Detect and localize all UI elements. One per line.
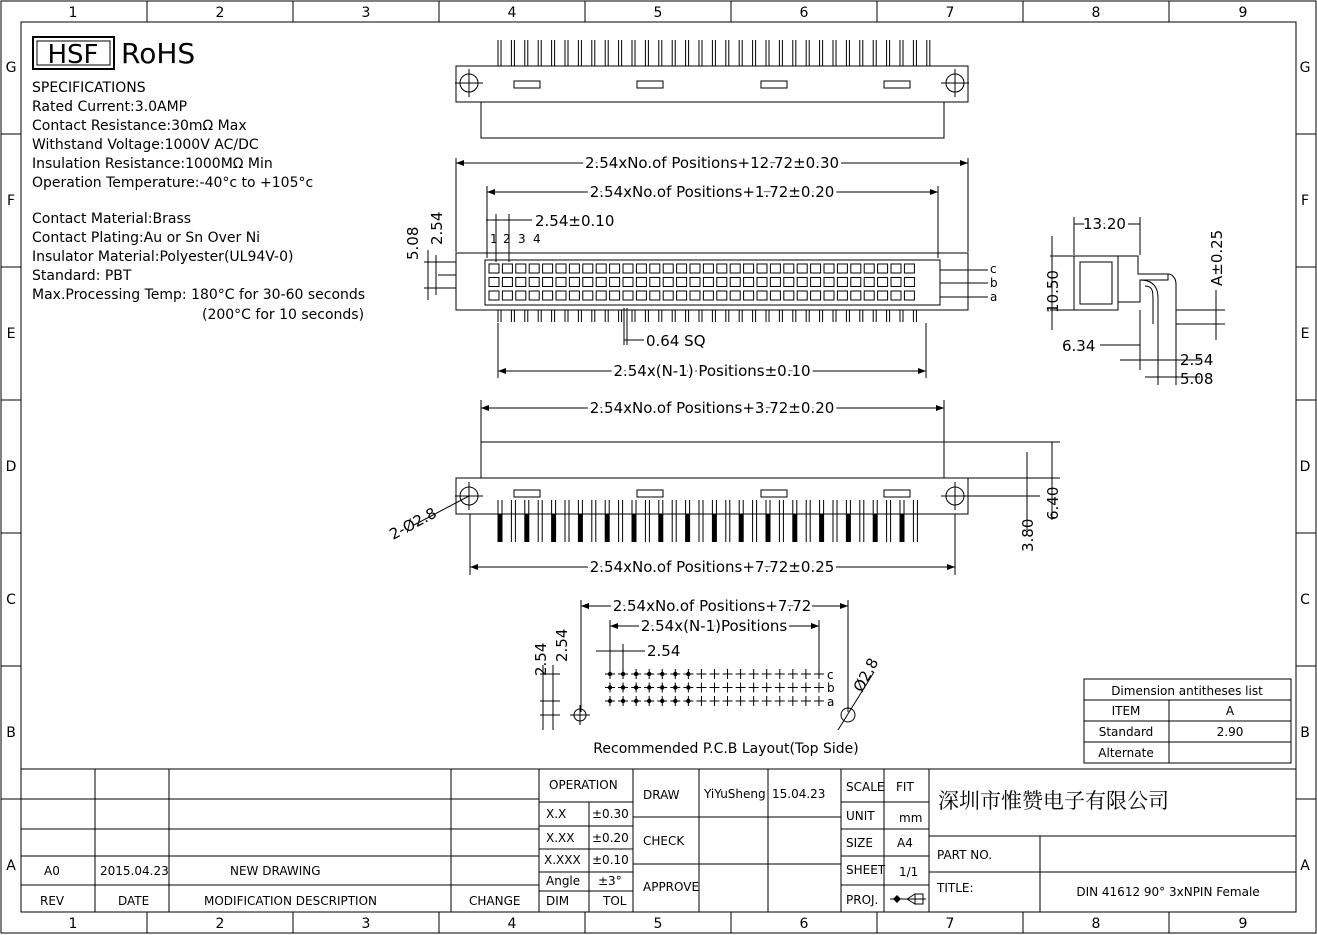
contact-cell [650,264,660,273]
contact-cell [837,264,847,273]
row-label: a [827,695,835,709]
side-view [1044,215,1226,388]
contact-cell [663,278,673,287]
check-label: CHECK [643,834,685,848]
dim-pcb-v1: 2.54 [532,642,550,676]
mounting-hole-left [455,69,483,97]
pin-fill [498,514,502,542]
dim-pin-square: 0.64 SQ [646,332,706,350]
spec-heading: SPECIFICATIONS [32,80,146,96]
contact-cell [891,278,901,287]
pin-fill [846,514,850,542]
row-marker: E [1300,326,1310,342]
pin-number: 1 [490,232,498,246]
spec-line: Operation Temperature:-40°c to +105°c [32,175,314,191]
contact-cell [703,291,713,300]
col-marker: 7 [945,5,955,21]
pcb-hole-dot [686,672,690,676]
pcb-hole-dot [634,685,638,689]
contact-cell [636,291,646,300]
unit-value: mm [899,811,923,825]
spec-line: Standard: PBT [32,268,132,284]
header-rev: REV [40,894,65,908]
contact-cell [784,291,794,300]
dim-v508: 5.08 [404,226,422,260]
contact-cell [636,264,646,273]
contact-cell [851,264,861,273]
contact-cell [837,278,847,287]
dim-pins-span: 2.54x(N-1) Positions±0.10 [613,362,811,380]
tolerance-dim: Angle [546,874,581,888]
contact-cell [878,278,888,287]
row-marker: F [6,193,16,209]
contact-cell [757,291,767,300]
contact-cell [502,291,512,300]
spec-line: Contact Plating:Au or Sn Over Ni [32,230,261,246]
part-number-label: PART NO. [937,848,993,862]
contact-cell [569,264,579,273]
contact-cell [690,278,700,287]
pcb-row-labels [827,668,835,709]
dim-table-cell: A [1225,704,1235,718]
dim-v254: 2.54 [428,211,446,245]
row-marker: D [5,459,17,475]
tolerance-value: ±0.30 [592,807,629,821]
contact-cell [516,291,526,300]
contact-cell [904,278,914,287]
contact-cell [610,264,620,273]
mounting-hole-right [941,69,969,97]
dim-side-height: 10.50 [1044,270,1062,313]
header-description: MODIFICATION DESCRIPTION [204,894,378,908]
row-marker: F [1300,193,1310,209]
pin-fill [659,514,663,542]
row-marker: E [6,326,16,342]
contact-cell [891,264,901,273]
contact-cell [663,264,673,273]
contact-cell [543,264,553,273]
dim-bottom-body: 2.54xNo.of Positions+3.72±0.20 [589,399,835,417]
pin-number: 2 [503,232,511,246]
scale-value: FIT [896,780,914,794]
row-marker: D [1299,459,1311,475]
contact-cell [851,291,861,300]
pin-number: 4 [533,232,541,246]
contact-cell [663,291,673,300]
contact-cell [797,278,807,287]
row-labels [990,262,998,304]
dim-side-634: 6.34 [1062,337,1096,355]
contact-cell [583,264,593,273]
spec-line: Max.Processing Temp: 180°C for 30-60 seconds [32,287,366,303]
contact-cell [677,264,687,273]
contact-cell [770,291,780,300]
contact-cell [690,291,700,300]
contact-cell [757,264,767,273]
bottom-pins [498,500,917,542]
pcb-hole-dot [660,699,664,703]
scale-label: SCALE [846,780,885,794]
draw-date: 15.04.23 [772,787,826,801]
row-label: c [990,262,997,276]
contact-cell [824,278,834,287]
spec-line: Contact Resistance:30mΩ Max [32,118,247,134]
pcb-hole-dot [660,685,664,689]
contact-cell [770,264,780,273]
contact-cell [730,278,740,287]
col-marker: 8 [1091,5,1101,21]
contact-cell [878,264,888,273]
contact-cell [690,264,700,273]
top-pins [498,40,930,66]
pin-fill [793,514,797,542]
contact-cell [516,278,526,287]
col-marker: 7 [945,916,955,932]
pcb-hole-dot [647,699,651,703]
drawer-name: YiYuSheng [704,787,766,801]
contact-cell [610,291,620,300]
contact-cell [569,278,579,287]
col-marker: 6 [799,916,809,932]
dim-pitch-tolerance: 2.54±0.10 [535,212,615,230]
contact-cell [703,264,713,273]
row-marker: B [1300,725,1310,741]
contact-cell [583,278,593,287]
dim-pcb-span: 2.54x(N-1)Positions [640,617,788,635]
col-marker: 3 [361,5,371,21]
pin-fill [739,514,743,542]
contact-cell [904,264,914,273]
spec-line: Contact Material:Brass [32,211,192,227]
pcb-hole-dot [673,672,677,676]
contact-cell [489,264,499,273]
pin-fill [525,514,529,542]
dim-pcb-v2: 2.54 [553,628,571,662]
contact-cell [784,278,794,287]
contact-cell [502,264,512,273]
pcb-hole-dot [673,685,677,689]
contact-cell [744,278,754,287]
col-marker: 9 [1238,5,1248,21]
dim-top-overall: 2.54xNo.of Positions+12.72±0.30 [584,154,840,172]
contact-cell [529,278,539,287]
pin-fill [900,514,904,542]
contact-cell [677,291,687,300]
row-marker: C [6,592,16,608]
contact-cell [837,291,847,300]
pcb-hole-dot [660,672,664,676]
col-marker: 4 [507,916,517,932]
col-marker: 2 [215,916,225,932]
pcb-hole-dot [634,672,638,676]
revision-description: NEW DRAWING [230,864,321,878]
sheet-value: 1/1 [899,865,919,879]
contact-cell [757,278,767,287]
revision-code: A0 [44,864,60,878]
contact-cell [703,278,713,287]
size-label: SIZE [846,836,873,850]
tolerance-value: TOL [603,894,627,908]
contact-cell [529,264,539,273]
contact-cell [824,291,834,300]
approve-label: APPROVE [643,880,700,894]
pcb-hole-grid [605,669,824,706]
contact-cell [717,278,727,287]
pcb-hole-dot [686,685,690,689]
sheet-label: SHEET [846,863,886,877]
size-value: A4 [897,836,913,850]
pcb-hole-dot [608,672,612,676]
contact-cell [851,278,861,287]
pcb-hole-dot [608,685,612,689]
projection-symbol-icon [890,894,926,904]
projection-label: PROJ. [846,893,879,907]
pcb-hole-dot [686,699,690,703]
row-label: c [827,668,834,682]
contact-cell [864,291,874,300]
contact-cell [596,264,606,273]
tolerance-dim: X.XXX [544,853,581,867]
contact-cell [543,291,553,300]
pin-fill [578,514,582,542]
contact-cell [623,278,633,287]
contact-cell [556,278,566,287]
spec-line: (200°C for 10 seconds) [202,307,365,323]
pcb-mount-hole-left [570,705,590,725]
row-label: a [990,290,998,304]
dim-side-a: A±0.25 [1208,229,1226,286]
pin-fill [820,514,824,542]
front-view [404,154,998,380]
header-date: DATE [118,894,150,908]
tolerance-value: ±0.20 [592,831,629,845]
pcb-hole-dot [621,685,625,689]
col-marker: 8 [1091,916,1101,932]
contact-cell [502,278,512,287]
contact-cell [717,291,727,300]
dim-h380: 3.80 [1019,518,1037,552]
dim-side-254: 2.54 [1180,351,1214,369]
tolerance-value: ±3° [598,874,622,888]
rohs-mark: RoHS [121,37,196,70]
contact-cell [650,278,660,287]
contact-cell [891,291,901,300]
specifications [32,80,365,323]
top-view [455,40,969,138]
contact-cell [770,278,780,287]
pcb-hole-dot [621,699,625,703]
dim-table-title: Dimension antitheses list [1111,684,1263,698]
spec-line: Insulation Resistance:1000MΩ Min [32,156,273,172]
col-marker: 5 [653,5,663,21]
mounting-hole-right [941,482,969,510]
dim-bottom-overall: 2.54xNo.of Positions+7.72±0.25 [589,558,835,576]
dim-pcb-hole: Ø2.8 [849,654,883,695]
pcb-hole-dot [621,672,625,676]
contact-cell [623,264,633,273]
front-legs [498,310,916,322]
contact-cell [797,264,807,273]
contact-cell [864,264,874,273]
col-marker: 5 [653,916,663,932]
pcb-hole-dot [647,685,651,689]
contact-cell [811,264,821,273]
tolerance-dim: DIM [546,894,570,908]
dim-side-width: 13.20 [1083,215,1126,233]
col-marker: 6 [799,5,809,21]
pin-fill [766,514,770,542]
pin-fill [686,514,690,542]
row-marker: A [1300,858,1310,874]
dim-top-inner: 2.54xNo.of Positions+1.72±0.20 [589,183,835,201]
contact-cell [610,278,620,287]
pin-fill [712,514,716,542]
contact-cell [516,264,526,273]
pcb-hole-dot [673,699,677,703]
hsf-mark: HSF [47,40,99,70]
contact-cell [811,291,821,300]
contact-cell [864,278,874,287]
pcb-caption: Recommended P.C.B Layout(Top Side) [593,741,859,757]
contact-cell [543,278,553,287]
header-change: CHANGE [469,894,521,908]
row-marker: A [6,858,16,874]
drawing-title: DIN 41612 90° 3xNPIN Female [1076,885,1260,899]
col-marker: 4 [507,5,517,21]
contact-cell [596,278,606,287]
contact-cell [904,291,914,300]
pin-numbers [490,232,541,246]
contact-cell [824,264,834,273]
dim-table-cell: Alternate [1098,746,1154,760]
spec-line: Insulator Material:Polyester(UL94V-0) [32,249,294,265]
contact-cell [811,278,821,287]
dim-table-cell: ITEM [1111,704,1141,718]
contact-cell [717,264,727,273]
col-marker: 9 [1238,916,1248,932]
row-marker: B [6,725,16,741]
title-block [21,769,1296,912]
tolerance-dim: X.XX [546,831,575,845]
col-marker: 1 [68,916,78,932]
title-label: TITLE: [937,881,974,895]
contact-cell [596,291,606,300]
contact-cell [677,278,687,287]
dim-hole: 2-Ø2.8 [386,503,440,544]
contact-cell [489,291,499,300]
dim-table-cell: Standard [1098,725,1154,739]
pcb-hole-dot [647,672,651,676]
dim-pcb-pitch: 2.54 [647,642,681,660]
revision-date: 2015.04.23 [100,864,169,878]
tolerance-heading: OPERATION [549,778,618,792]
pin-fill [605,514,609,542]
dim-table-cell: 2.90 [1216,725,1244,739]
pin-fill [552,514,556,542]
contact-cell [489,278,499,287]
tolerance-value: ±0.10 [592,853,629,867]
contact-cell [556,291,566,300]
contact-cell [623,291,633,300]
dimension-table [1084,679,1291,763]
dim-pcb-overall: 2.54xNo.of Positions+7.72 [612,597,812,615]
contact-cell [730,264,740,273]
contact-cell [556,264,566,273]
contact-cell [730,291,740,300]
spec-line: Withstand Voltage:1000V AC/DC [32,137,259,153]
company-name: 深圳市惟赞电子有限公司 [938,789,1169,813]
contact-cell [569,291,579,300]
brand-logo [33,37,195,70]
dim-h640: 6.40 [1044,486,1062,520]
contact-cell [744,264,754,273]
contact-cell [744,291,754,300]
contact-grid [489,264,914,300]
row-marker: G [5,60,17,76]
row-marker: G [1299,60,1311,76]
contact-cell [878,291,888,300]
contact-cell [797,291,807,300]
unit-label: UNIT [846,809,875,823]
pcb-hole-dot [634,699,638,703]
pin-fill [873,514,877,542]
contact-cell [583,291,593,300]
col-marker: 2 [215,5,225,21]
tolerance-dim: X.X [546,807,567,821]
dim-side-508: 5.08 [1180,370,1214,388]
contact-cell [784,264,794,273]
pin-number: 3 [518,232,526,246]
row-label: b [990,276,998,290]
col-marker: 1 [68,5,78,21]
row-label: b [827,681,835,695]
draw-label: DRAW [643,788,680,802]
pcb-layout [532,597,882,757]
spec-line: Rated Current:3.0AMP [32,99,188,115]
pcb-hole-dot [608,699,612,703]
row-marker: C [1300,592,1310,608]
col-marker: 3 [361,916,371,932]
contact-cell [636,278,646,287]
contact-cell [529,291,539,300]
pin-fill [632,514,636,542]
contact-cell [650,291,660,300]
bottom-view [386,399,1062,576]
